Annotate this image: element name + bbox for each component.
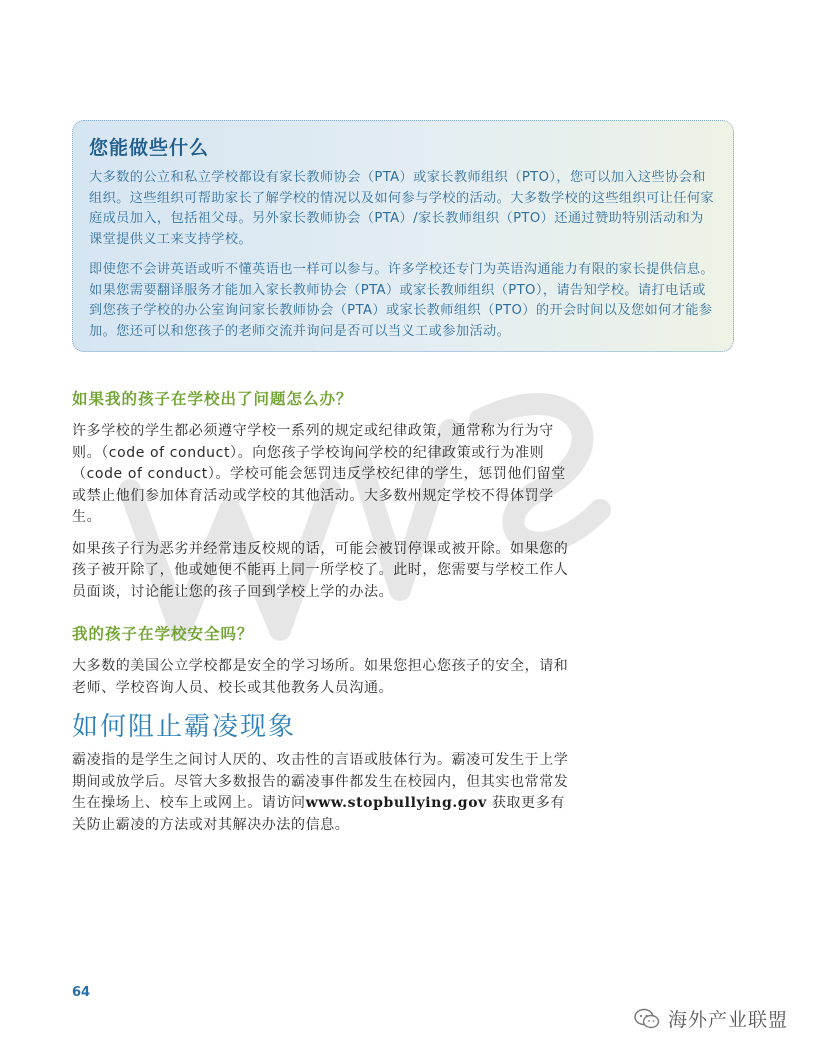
wechat-account-name: 海外产业联盟 (667, 1009, 788, 1031)
wechat-footer (634, 1005, 788, 1032)
callout-title: 您能做些什么 (89, 137, 210, 159)
wechat-icon (634, 1008, 660, 1030)
safety-section (72, 622, 572, 699)
stopbullying-link[interactable]: www.stopbullying.gov (305, 795, 487, 811)
safety-paragraph: 大多数的美国公立学校都是安全的学习场所。如果您担心您孩子的安全，请和老师、学校咨询人员、校长或其他教务人员沟通。 (72, 658, 569, 696)
callout-paragraph-2: 即使您不会讲英语或听不懂英语也一样可以参与。许多学校还专门为英语沟通能力有限的家长提供信息。如果您需要翻译服务才能加入家长教师协会（PTA）或家长教师组织（PTO），请告知学校。请打电话或到您孩子学校的办公室询问家长教师协会（PTA）或家长教师组织（PTO）的开会时间以及您如何才能参加。您还可以和您孩子的老师交流并询问是否可以当义工或参加活动。 (89, 262, 715, 339)
bullying-paragraph (72, 750, 572, 836)
callout-box (72, 120, 734, 352)
problems-heading: 如果我的孩子在学校出了问题怎么办？ (72, 390, 353, 408)
callout-paragraph-1: 大多数的公立和私立学校都设有家长教师协会（PTA）或家长教师组织（PTO），您可以加入这些协会和组织。这些组织可帮助家长了解学校的情况以及如何参与学校的活动。大多数学校的这些组织可让任何家庭成员加入，包括祖父母。另外家长教师协会（PTA）/家长教师组织（PTO）还通过赞助特别活动和为课堂提供义工来支持学校。 (89, 170, 715, 247)
bullying-text-before: 霸凌指的是学生之间讨人厌的、攻击性的言语或肢体行为。霸凌可发生于上学期间或放学后。尽管大多数报告的霸凌事件都发生在校园内，但其实也常常发生在操场上、校车上或网上。请访问 (72, 752, 569, 811)
bullying-text-after: 获取更多有关防止霸凌的方法或对其解决办法的信息。 (72, 795, 565, 833)
safety-heading: 我的孩子在学校安全吗？ (72, 625, 254, 643)
bullying-title: 如何阻止霸凌现象 (72, 712, 297, 742)
page-number: 64 (72, 985, 91, 1000)
problems-paragraph-1: 许多学校的学生都必须遵守学校一系列的规定或纪律政策，通常称为行为守则。（code of conduct）。向您孩子学校询问学校的纪律政策或行为准则（code of conduct）。学校可能会惩罚违反学校纪律的学生，惩罚他们留堂或禁止他们参加体育活动或学校的其他活动。大多数州规定学校不得体罚学生。 (72, 423, 566, 525)
problems-section (72, 387, 572, 603)
bullying-section (72, 750, 572, 836)
problems-paragraph-2: 如果孩子行为恶劣并经常违反校规的话，可能会被罚停课或被开除。如果您的孩子被开除了，他或她便不能再上同一所学校了。此时，您需要与学校工作人员面谈，讨论能让您的孩子回到学校上学的办法。 (72, 540, 569, 600)
